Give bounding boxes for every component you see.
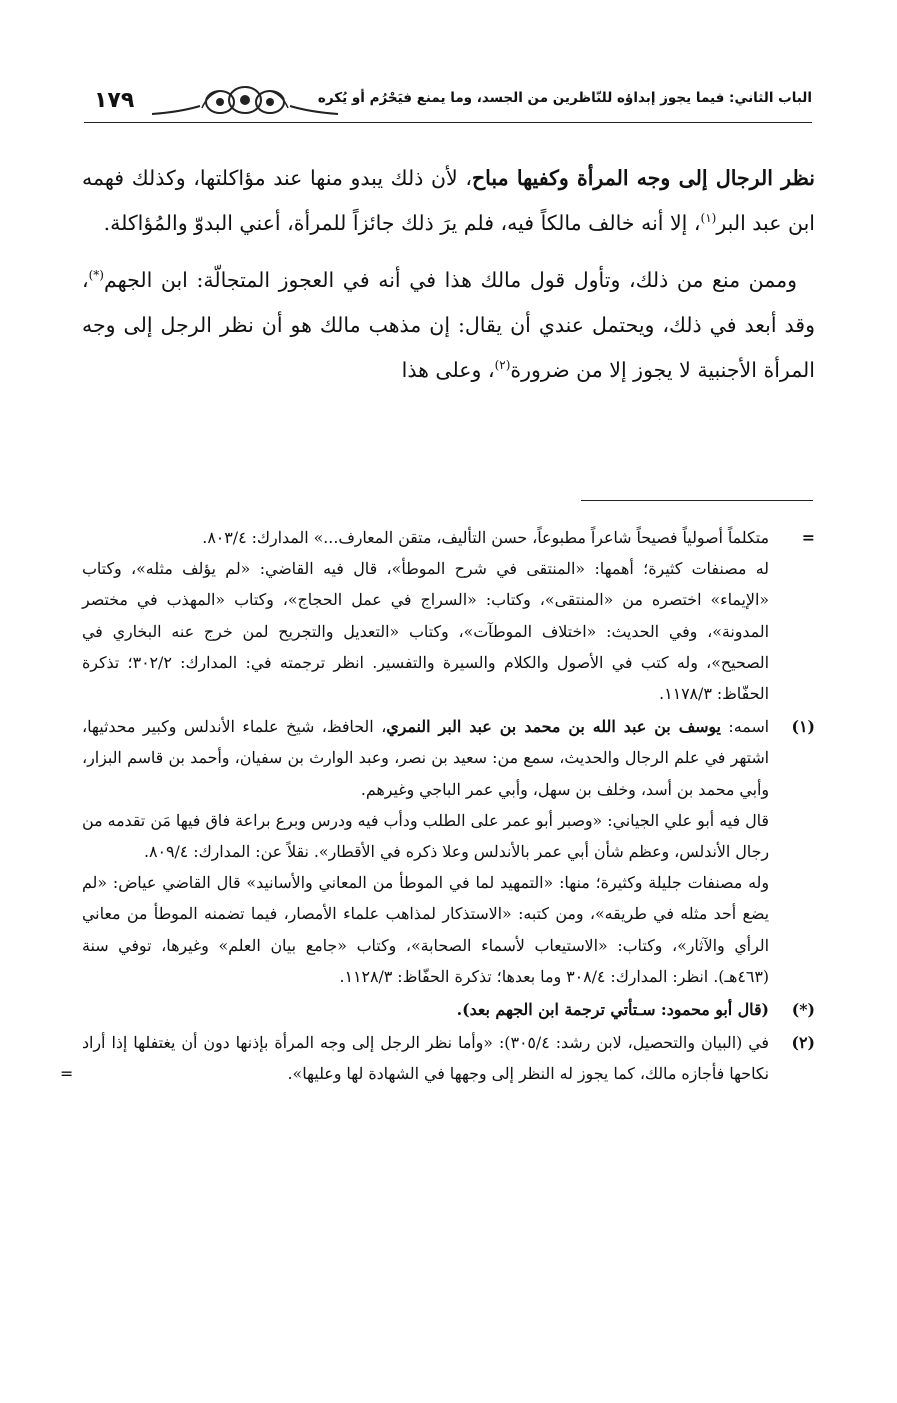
- footnote-ref-2[interactable]: (٢): [494, 358, 511, 373]
- footnote-mark: (٢): [791, 1033, 815, 1053]
- paragraph-1: [82, 156, 815, 246]
- continuation-mark: =: [60, 1064, 74, 1084]
- text-run: ، إلا أنه خالف مالكاً فيه، فلم يرَ ذلك جائزاً للمرأة، أعني البدوّ والمُؤاكلة.: [103, 211, 701, 235]
- main-text: [82, 156, 815, 393]
- footnote-2: [60, 1027, 815, 1089]
- text-run: ، لأن ذلك يبدو منها عند مؤاكلتها، وكذلك فهمه ابن عبد البر: [82, 166, 815, 235]
- continuation-mark: =: [801, 528, 815, 547]
- bold-note: (قال أبو محمود: سـتأتي ترجمة ابن الجهم بعد).: [456, 1000, 769, 1020]
- page-number: ١٧٩: [94, 88, 135, 113]
- text-run: ، وعلى هذا: [401, 358, 495, 382]
- footnote-text: [82, 994, 769, 1025]
- footnote-text: [82, 711, 769, 805]
- label: اسمه:: [720, 717, 769, 737]
- footnote-ref-1[interactable]: (١): [700, 211, 717, 226]
- footnote-text: [60, 1027, 769, 1089]
- footnote-text: متكلماً أصولياً فصيحاً شاعراً مطبوعاً، حسن التأليف، متقن المعارف...» المدارك: ٨٠٣/٤.: [202, 528, 769, 547]
- footnote-text: قال فيه أبو علي الجياني: «وصبر أبو عمر على الطلب ودأب فيه ودرس وبرع براعة فاق فيها مَن تقدمه من رجال الأندلس، وعظم شأن أبي عمر بالأندلس وعلا ذكره في الأقطار». نقلاً عن: المدارك: ٨٠٩/٤.: [82, 810, 769, 862]
- person-name: يوسف بن عبد الله بن محمد بن عبد البر النمري: [386, 717, 721, 737]
- footnote-continued: [82, 522, 815, 709]
- footnote-text: وله مصنفات جليلة وكثيرة؛ منها: «التمهيد لما في الموطأ من المعاني والأسانيد» قال القاضي عياض: «لم يضع أحد مثله في طريقه»، ومن كتبه: «الاستذكار لمذاهب علماء الأمصار، فيما تضمنه الموطأ من معاني الرأي والآثار»، وكتاب: «الاستيعاب لأسماء الصحابة»، وكتاب «جامع بيان العلم» وغيرها، توفي سنة (٤٦٣هـ). انظر: المدارك: ٣٠٨/٤ وما بعدها؛ تذكرة الحفّاظ: ١١٢٨/٣.: [82, 873, 769, 986]
- bold-phrase: نظر الرجال إلى وجه المرأة وكفيها مباح: [471, 166, 815, 190]
- footnote-ref-star[interactable]: (*): [88, 268, 104, 283]
- footnote-text: له مصنفات كثيرة؛ أهمها: «المنتقى في شرح الموطأ»، قال فيه القاضي: «لم يؤلف مثله»، وكتاب «الإيماء» اختصره من «المنتقى»، وكتاب: «السراج في عمل الحجاج»، وكتاب «المهذب في مختصر المدونة»، وفي الحديث: «اختلاف الموطآت»، وكتاب «التعديل والتجريح لمن خرج عنه البخاري في الصحيح»، وله كتب في الأصول والكلام والسيرة والتفسير. انظر ترجمته في: المدارك: ٣٠٢/٢؛ تذكرة الحفّاظ: ١١٧٨/٣.: [82, 559, 769, 704]
- text-run: ، وقد أبعد في ذلك، ويحتمل عندي أن يقال: إن مذهب مالك هو أن نظر الرجل إلى وجه المرأة الأجنبية لا يجوز إلا من ضرورة: [82, 268, 815, 382]
- text-run: وممن منع من ذلك، وتأول قول مالك هذا في أنه في العجوز المتجالّة: ابن الجهم: [104, 268, 797, 292]
- text-run: ، الحافظ، شيخ علماء الأندلس وكبير محدثيها، اشتهر في علم الرجال والحديث، سمع من: سعيد بن نصر، وعبد الوارث بن سفيان، وأحمد بن قاسم البزار، وأبي محمد بن أسد، وخلف بن سهل، وأبي عمر الباجي وغيرهم.: [82, 717, 769, 799]
- running-title: الباب الثاني: فيما يجوز إبداؤه للنّاظرين من الجسد، وما يمنع فيَحْرُم أو يُكره: [317, 90, 812, 106]
- header-rule: [84, 122, 812, 123]
- footnotes: [60, 522, 815, 1090]
- footnote-star: [82, 994, 815, 1025]
- footnote-mark: (١): [791, 717, 815, 737]
- footnote-mark: (*): [791, 1000, 815, 1020]
- paragraph-2: [82, 258, 815, 393]
- text-run: في (البيان والتحصيل، لابن رشد: ٣٠٥/٤): «وأما نظر الرجل إلى وجه المرأة بإذنها دون أن يغتفلها إذا أراد نكاحها فأجازه مالك، كما يجوز له النظر إلى وجهها في الشهادة لها وعليها».: [82, 1033, 769, 1084]
- ornament-icon: [150, 84, 340, 118]
- footnote-1: [82, 711, 815, 992]
- footnote-divider: [581, 500, 813, 501]
- running-header: [84, 82, 812, 126]
